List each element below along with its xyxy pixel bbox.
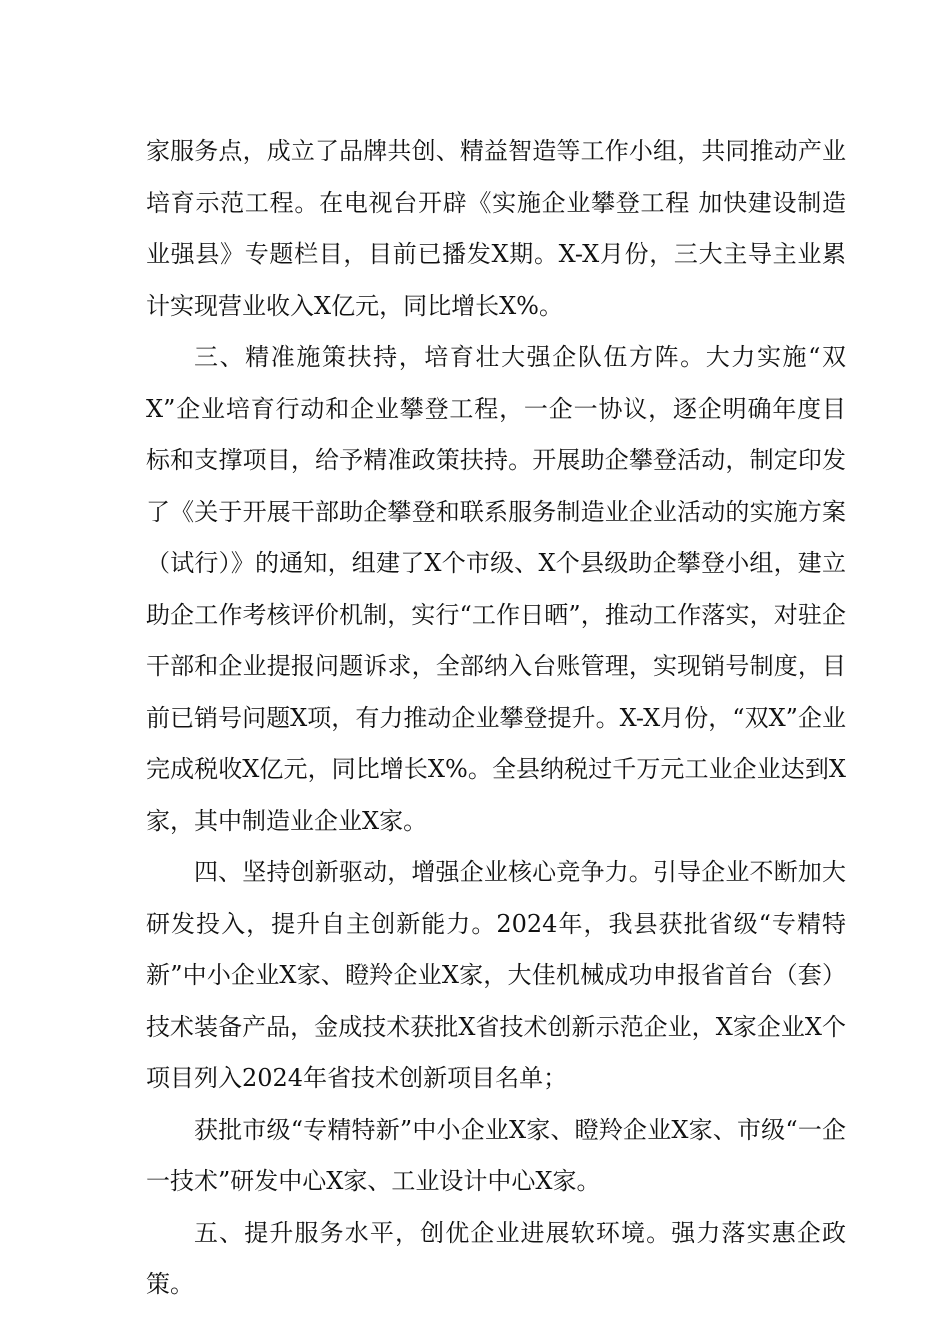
body-text <box>146 126 846 1311</box>
paragraph-municipal-approvals: 获批市级“专精特新”中小企业X家、瞪羚企业X家、市级“一企一技术”研发中心X家、工业设计中心X家。 <box>146 1115 846 1195</box>
paragraph-section-four: 四、坚持创新驱动，增强企业核心竞争力。引导企业不断加大研发投入，提升自主创新能力。2024年，我县获批省级“专精特新”中小企业X家、瞪羚企业X家，大佳机械成功申报省首台（套）技术装备产品，金成技术获批X省技术创新示范企业，X家企业X个项目列入2024年省技术创新项目名单； <box>146 858 846 1092</box>
paragraph-section-five: 五、提升服务水平，创优企业进展软环境。强力落实惠企政策。 <box>146 1218 846 1298</box>
paragraph-continuation: 家服务点，成立了品牌共创、精益智造等工作小组，共同推动产业培育示范工程。在电视台开辟《实施企业攀登工程 加快建设制造业强县》专题栏目，目前已播发X期。X-X月份，三大主导主业累计实现营业收入X亿元，同比增长X%。 <box>146 137 846 320</box>
paragraph-section-three: 三、精准施策扶持，培育壮大强企队伍方阵。大力实施“双X”企业培育行动和企业攀登工程，一企一协议，逐企明确年度目标和支撑项目，给予精准政策扶持。开展助企攀登活动，制定印发了《关于开展干部助企攀登和联系服务制造业企业活动的实施方案（试行）》的通知，组建了X个市级、X个县级助企攀登小组，建立助企工作考核评价机制，实行“工作日晒”，推动工作落实，对驻企干部和企业提报问题诉求，全部纳入台账管理，实现销号制度，目前已销号问题X项，有力推动企业攀登提升。X-X月份，“双X”企业完成税收X亿元，同比增长X%。全县纳税过千万元工业企业达到X家，其中制造业企业X家。 <box>146 343 846 835</box>
